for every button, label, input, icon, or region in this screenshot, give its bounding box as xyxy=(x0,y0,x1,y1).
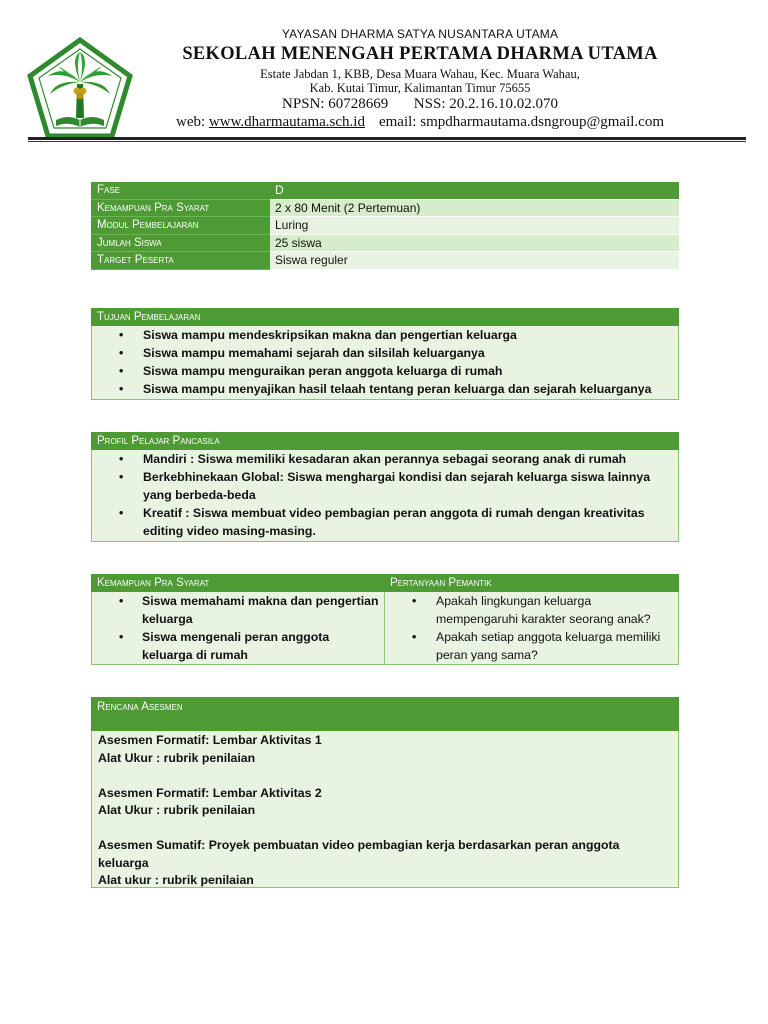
row-key: Target Peserta xyxy=(91,252,270,270)
contact-line xyxy=(140,114,700,131)
trigger-questions-column xyxy=(385,592,678,664)
learning-objectives-section xyxy=(91,308,679,400)
formative-assessment-1: Asesmen Formatif: Lembar Aktivitas 1 xyxy=(98,733,322,747)
school-ids xyxy=(140,96,700,113)
summative-assessment: Asesmen Sumatif: Proyek pembuatan video pembagian kerja berdasarkan peran anggota keluarga xyxy=(98,838,620,870)
measurement-tool-1: Alat Ukur : rubrik penilaian xyxy=(98,750,256,765)
row-value: Siswa reguler xyxy=(270,252,679,270)
table-row xyxy=(91,217,679,235)
row-key: Fase xyxy=(91,182,270,200)
list-item: • Siswa mengenali peran anggota keluarga di rumah xyxy=(92,628,384,664)
row-value: 2 x 80 Menit (2 Pertemuan) xyxy=(270,200,679,218)
list-item: • Siswa mampu menyajikan hasil telaah tentang peran keluarga dan sejarah keluarganya xyxy=(92,380,678,398)
list-item: • Kreatif : Siswa membuat video pembagian peran anggota di rumah dengan kreativitas editing video masing-masing. xyxy=(92,504,678,540)
email-label: email: xyxy=(378,114,421,130)
section-body xyxy=(91,731,679,888)
table-row xyxy=(91,235,679,253)
prerequisite-column xyxy=(92,592,385,664)
website-link[interactable]: www.dharmautama.sch.id xyxy=(208,114,365,130)
nss: NSS: 20.2.16.10.02.070 xyxy=(413,96,558,112)
list-item: • Apakah lingkungan keluarga mempengaruhi karakter seorang anak? xyxy=(385,592,678,628)
table-row xyxy=(91,252,679,270)
table-row xyxy=(91,182,679,200)
foundation-name: YAYASAN DHARMA SATYA NUSANTARA UTAMA xyxy=(281,27,559,41)
list-item: • Siswa mampu menguraikan peran anggota keluarga di rumah xyxy=(92,362,678,380)
formative-assessment-2: Asesmen Formatif: Lembar Aktivitas 2 xyxy=(98,785,322,800)
list-item: • Siswa memahami makna dan pengertian keluarga xyxy=(92,592,384,628)
letterhead-rule-thin xyxy=(28,141,746,142)
section-header: Tujuan Pembelajaran xyxy=(91,308,679,326)
section-header: Rencana Asesmen xyxy=(91,697,679,731)
trigger-questions-header: Pertanyaan Pemantik xyxy=(390,577,492,589)
row-value: Luring xyxy=(270,217,679,235)
list-item: • Siswa mampu memahami sejarah dan silsilah keluarganya xyxy=(92,344,678,362)
school-name: SEKOLAH MENENGAH PERTAMA DHARMA UTAMA xyxy=(182,44,658,64)
row-key: Kemampuan Pra Syarat xyxy=(91,200,270,218)
list-item: • Siswa mampu mendeskripsikan makna dan pengertian keluarga xyxy=(92,326,678,344)
letterhead-rule xyxy=(28,137,746,140)
list-item: • Apakah setiap anggota keluarga memiliki peran yang sama? xyxy=(385,628,678,664)
row-key: Modul Pembelajaran xyxy=(91,217,270,235)
address-line-2: Kab. Kutai Timur, Kalimantan Timur 75655 xyxy=(309,81,531,95)
prerequisite-section xyxy=(91,574,679,665)
list-item: • Mandiri : Siswa memiliki kesadaran akan perannya sebagai seorang anak di rumah xyxy=(92,450,678,468)
row-value: 25 siswa xyxy=(270,235,679,253)
measurement-tool-2: Alat Ukur : rubrik penilaian xyxy=(98,803,256,817)
section-header xyxy=(91,574,679,592)
prerequisite-header: Kemampuan Pra Syarat xyxy=(97,577,210,589)
section-body xyxy=(91,326,679,400)
row-value: D xyxy=(270,182,679,200)
section-body xyxy=(91,450,679,542)
pancasila-profile-section xyxy=(91,432,679,542)
npsn: NPSN: 60728669 xyxy=(282,96,389,112)
email-address[interactable]: smpdharmautama.dsngroup@gmail.com xyxy=(420,114,664,130)
measurement-tool-3: Alat ukur : rubrik penilaian xyxy=(98,873,254,887)
assessment-plan-section xyxy=(91,697,679,888)
school-logo-icon xyxy=(26,36,134,140)
web-label: web: xyxy=(175,114,209,130)
table-row xyxy=(91,200,679,218)
address-line-1: Estate Jabdan 1, KBB, Desa Muara Wahau, Kec. Muara Wahau, xyxy=(260,67,580,81)
list-item: • Berkebhinekaan Global: Siswa menghargai kondisi dan sejarah keluarga siswa lainnya yang berbeda-beda xyxy=(92,468,678,504)
section-body xyxy=(91,592,679,665)
row-key: Jumlah Siswa xyxy=(91,235,270,253)
info-table xyxy=(91,182,679,270)
section-header: Profil Pelajar Pancasila xyxy=(91,432,679,450)
